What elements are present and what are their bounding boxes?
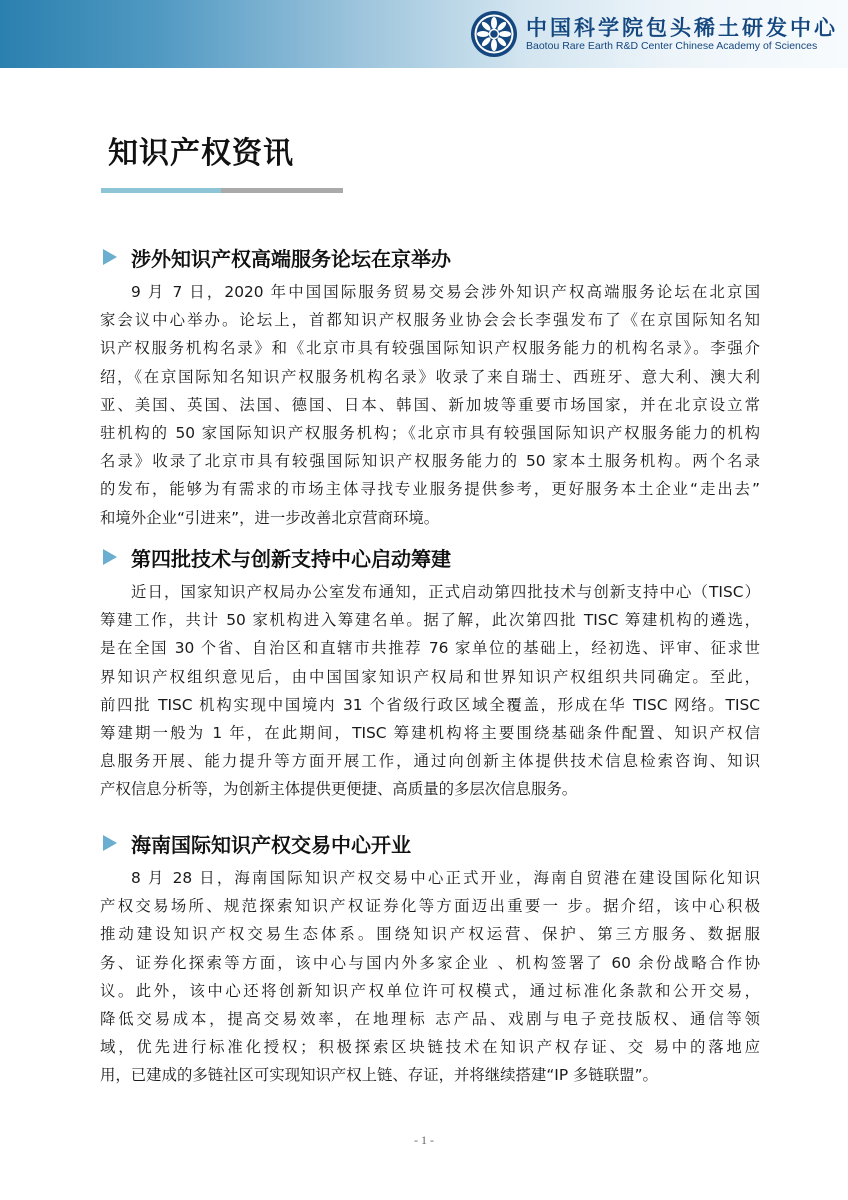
page-number: - 1 - bbox=[414, 1133, 434, 1147]
body-line: 的发布，能够为有需求的市场主体寻找专业服务提供参考，更好服务本土企业“走出去” bbox=[100, 480, 760, 499]
org-logo bbox=[470, 9, 838, 59]
body-line: 用，已建成的多链社区可实现知识产权上链、存证，并将继续搭建“IP 多链联盟”。 bbox=[100, 1066, 658, 1085]
body-line: 识产权服务机构名录》和《北京市具有较强国际知识产权服务能力的机构名录》。李强介 bbox=[100, 339, 760, 358]
body-line: 推动建设知识产权交易生态体系。围绕知识产权运营、保护、第三方服务、数据服 bbox=[100, 925, 760, 944]
body-line: 驻机构的 50 家国际知识产权服务机构；《北京市具有较强国际知识产权服务能力的机构 bbox=[100, 423, 760, 442]
body-line: 8 月 28 日，海南国际知识产权交易中心正式开业，海南自贸港在建设国际化知识 bbox=[131, 869, 760, 887]
org-name-cn: 中国科学院包头稀土研发中心 bbox=[526, 14, 838, 40]
section-heading bbox=[100, 540, 760, 574]
body-line: 界知识产权组织意见后，由中国国家知识产权局和世界知识产权组织共同确定。至此， bbox=[100, 667, 760, 686]
section-body bbox=[100, 278, 760, 532]
news-section-tisc bbox=[100, 540, 760, 804]
section-title: 海南国际知识产权交易中心开业 bbox=[131, 832, 411, 857]
cas-emblem-icon bbox=[470, 10, 518, 58]
body-line: 和境外企业“引进来”，进一步改善北京营商环境。 bbox=[100, 508, 440, 527]
body-line: 近日，国家知识产权局办公室发布通知，正式启动第四批技术与创新支持中心（TISC） bbox=[131, 583, 760, 601]
title-underline-teal bbox=[101, 188, 221, 193]
section-title: 第四批技术与创新支持中心启动筹建 bbox=[131, 546, 451, 571]
body-line: 前四批 TISC 机构实现中国境内 31 个省级行政区域全覆盖，形成在华 TISC 网络。TISC bbox=[100, 695, 760, 714]
triangle-bullet-icon bbox=[103, 835, 117, 851]
section-heading bbox=[100, 826, 760, 860]
body-line: 降低交易成本，提高交易效率，在地理标 志产品、戏剧与电子竞技版权、通信等领 bbox=[100, 1009, 760, 1028]
body-line: 产权交易场所、规范探索知识产权证券化等方面迈出重要一 步。据介绍，该中心积极 bbox=[100, 897, 760, 916]
header-band bbox=[0, 0, 848, 68]
title-underline-gray bbox=[221, 188, 343, 193]
section-heading bbox=[100, 240, 760, 274]
triangle-bullet-icon bbox=[103, 249, 117, 265]
body-line: 家会议中心举办。论坛上，首都知识产权服务业协会会长李强发布了《在京国际知名知 bbox=[100, 311, 760, 330]
triangle-bullet-icon bbox=[103, 549, 117, 565]
section-body bbox=[100, 864, 760, 1090]
section-body bbox=[100, 578, 760, 804]
body-line: 议。此外，该中心还将创新知识产权单位许可权模式，通过标准化条款和公开交易， bbox=[100, 981, 760, 1000]
body-line: 名录》收录了北京市具有较强国际知识产权服务能力的 50 家本土服务机构。两个名录 bbox=[100, 452, 760, 471]
body-line: 9 月 7 日，2020 年中国国际服务贸易交易会涉外知识产权高端服务论坛在北京国 bbox=[131, 283, 760, 301]
body-line: 是在全国 30 个省、自治区和直辖市共推荐 76 家单位的基础上，经初选、评审、征求世 bbox=[100, 639, 760, 658]
news-section-hainan bbox=[100, 826, 760, 1090]
body-line: 务、证券化探索等方面，该中心与国内外多家企业 、机构签署了 60 余份战略合作协 bbox=[100, 953, 760, 972]
body-line: 筹建期一般为 1 年，在此期间，TISC 筹建机构将主要围绕基础条件配置、知识产权信 bbox=[100, 723, 760, 742]
title-underline bbox=[101, 188, 343, 193]
body-line: 产权信息分析等，为创新主体提供更便捷、高质量的多层次信息服务。 bbox=[100, 780, 578, 799]
news-section-forum bbox=[100, 240, 760, 532]
page-title: 知识产权资讯 bbox=[108, 136, 294, 171]
body-line: 筹建工作，共计 50 家机构进入筹建名单。据了解，此次第四批 TISC 筹建机构的遴选， bbox=[100, 611, 760, 630]
org-name-en: Baotou Rare Earth R&D Center Chinese Academy of Sciences bbox=[526, 39, 818, 52]
body-line: 亚、美国、英国、法国、德国、日本、韩国、新加坡等重要市场国家，并在北京设立常 bbox=[100, 395, 760, 414]
body-line: 息服务开展、能力提升等方面开展工作，通过向创新主体提供技术信息检索咨询、知识 bbox=[100, 752, 760, 771]
body-line: 绍，《在京国际知名知识产权服务机构名录》收录了来自瑞士、西班牙、意大利、澳大利 bbox=[100, 367, 760, 386]
body-line: 域，优先进行标准化授权；积极探索区块链技术在知识产权存证、交 易中的落地应 bbox=[100, 1038, 760, 1057]
section-title: 涉外知识产权高端服务论坛在京举办 bbox=[131, 246, 451, 271]
